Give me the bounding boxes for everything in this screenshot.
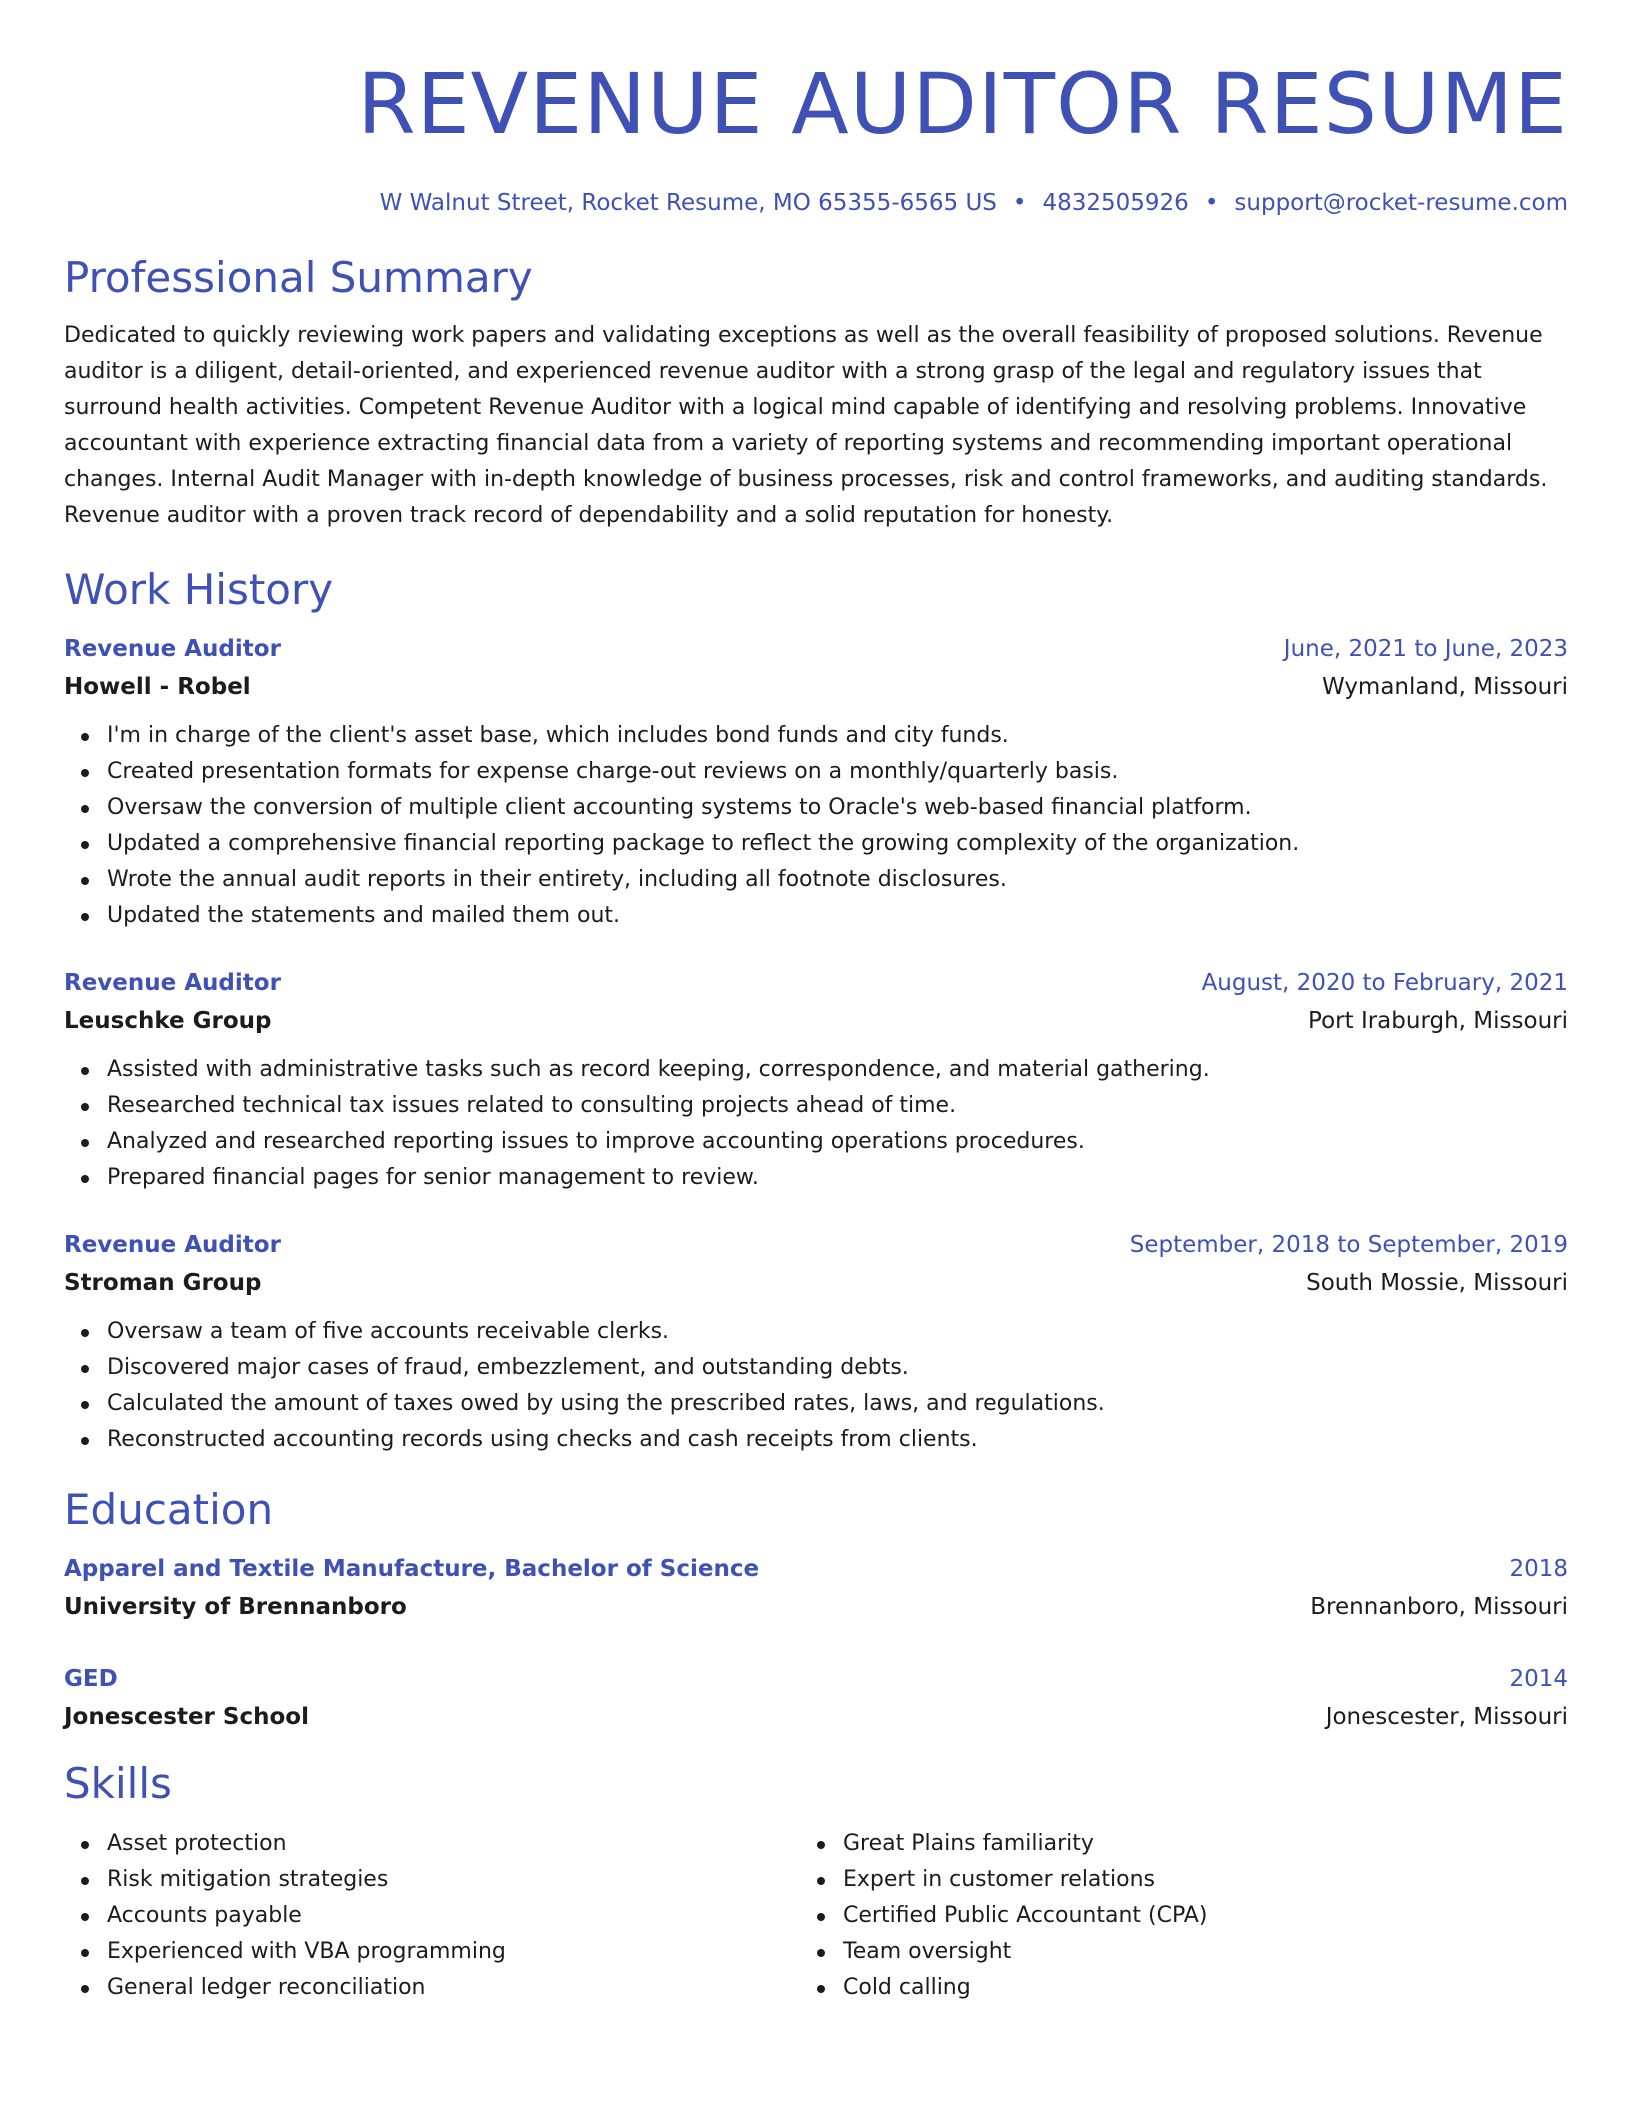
education-school-row xyxy=(64,1698,1568,1736)
job-entry xyxy=(64,1226,1568,1458)
education-school: Jonescester School xyxy=(64,1704,309,1730)
contact-phone: 4832505926 xyxy=(1042,190,1189,216)
job-title: Revenue Auditor xyxy=(64,636,281,662)
education-degree: GED xyxy=(64,1666,118,1692)
education-year: 2014 xyxy=(1509,1666,1568,1692)
resume-title: REVENUE AUDITOR RESUME xyxy=(357,55,1568,153)
job-entry xyxy=(64,964,1568,1196)
education-header-row xyxy=(64,1550,1568,1588)
job-bullet: Updated the statements and mailed them out. xyxy=(64,898,1568,934)
job-company-row xyxy=(64,1002,1568,1040)
skill-item: Asset protection xyxy=(64,1826,800,1862)
job-dates: August, 2020 to February, 2021 xyxy=(1201,970,1568,996)
skill-item: Team oversight xyxy=(800,1934,1536,1970)
skills-column-left xyxy=(64,1826,800,2006)
education-location: Jonescester, Missouri xyxy=(1325,1704,1568,1730)
job-bullets xyxy=(64,718,1568,934)
skill-item: Risk mitigation strategies xyxy=(64,1862,800,1898)
skills-list xyxy=(64,1826,800,2006)
job-dates: June, 2021 to June, 2023 xyxy=(1283,636,1568,662)
job-bullet: Created presentation formats for expense charge-out reviews on a monthly/quarterly basis. xyxy=(64,754,1568,790)
job-bullet: Discovered major cases of fraud, embezzlement, and outstanding debts. xyxy=(64,1350,1568,1386)
job-title: Revenue Auditor xyxy=(64,1232,281,1258)
job-bullet: I'm in charge of the client's asset base, which includes bond funds and city funds. xyxy=(64,718,1568,754)
job-bullet: Calculated the amount of taxes owed by using the prescribed rates, laws, and regulations. xyxy=(64,1386,1568,1422)
education-school: University of Brennanboro xyxy=(64,1594,407,1620)
education-degree: Apparel and Textile Manufacture, Bachelor of Science xyxy=(64,1556,760,1582)
job-bullets xyxy=(64,1052,1568,1196)
job-company-row xyxy=(64,668,1568,706)
job-header-row xyxy=(64,964,1568,1002)
skill-item: Great Plains familiarity xyxy=(800,1826,1536,1862)
job-bullet: Researched technical tax issues related to consulting projects ahead of time. xyxy=(64,1088,1568,1124)
job-bullet: Reconstructed accounting records using checks and cash receipts from clients. xyxy=(64,1422,1568,1458)
contact-separator: • xyxy=(1204,190,1219,216)
education-heading: Education xyxy=(64,1485,274,1534)
job-company: Stroman Group xyxy=(64,1270,262,1296)
job-bullet: Assisted with administrative tasks such as record keeping, correspondence, and material gathering. xyxy=(64,1052,1568,1088)
summary-heading: Professional Summary xyxy=(64,253,533,302)
job-location: Port Iraburgh, Missouri xyxy=(1308,1008,1568,1034)
education-header-row xyxy=(64,1660,1568,1698)
job-bullet: Analyzed and researched reporting issues to improve accounting operations procedures. xyxy=(64,1124,1568,1160)
job-entry xyxy=(64,630,1568,934)
skills-column-right xyxy=(800,1826,1536,2006)
contact-email: support@rocket-resume.com xyxy=(1234,190,1568,216)
skill-item: Certified Public Accountant (CPA) xyxy=(800,1898,1536,1934)
job-bullets xyxy=(64,1314,1568,1458)
job-header-row xyxy=(64,630,1568,668)
job-company: Leuschke Group xyxy=(64,1008,272,1034)
job-title: Revenue Auditor xyxy=(64,970,281,996)
skill-item: General ledger reconciliation xyxy=(64,1970,800,2006)
skill-item: Experienced with VBA programming xyxy=(64,1934,800,1970)
job-bullet: Oversaw the conversion of multiple client accounting systems to Oracle's web-based financial platform. xyxy=(64,790,1568,826)
contact-line xyxy=(64,186,1568,220)
skill-item: Accounts payable xyxy=(64,1898,800,1934)
skills-heading: Skills xyxy=(64,1759,172,1808)
job-company: Howell - Robel xyxy=(64,674,251,700)
job-header-row xyxy=(64,1226,1568,1264)
job-bullet: Oversaw a team of five accounts receivable clerks. xyxy=(64,1314,1568,1350)
job-bullet: Wrote the annual audit reports in their entirety, including all footnote disclosures. xyxy=(64,862,1568,898)
contact-address: W Walnut Street, Rocket Resume, MO 65355-6565 US xyxy=(379,190,997,216)
job-dates: September, 2018 to September, 2019 xyxy=(1129,1232,1568,1258)
skills-columns xyxy=(64,1826,1568,2006)
summary-text: Dedicated to quickly reviewing work papers and validating exceptions as well as the overall feasibility of proposed solutions. Revenue auditor is a diligent, detail-oriented, and experienced revenue auditor with a strong grasp of the legal and regulatory issues that surround health activities. Competent Revenue Auditor with a logical mind capable of identifying and resolving problems. Innovative accountant with experience extracting financial data from a variety of reporting systems and recommending important operational changes. Internal Audit Manager with in-depth knowledge of business processes, risk and control frameworks, and auditing standards. Revenue auditor with a proven track record of dependability and a solid reputation for honesty. xyxy=(64,323,1548,528)
education-year: 2018 xyxy=(1509,1556,1568,1582)
education-location: Brennanboro, Missouri xyxy=(1310,1594,1568,1620)
education-entry xyxy=(64,1550,1568,1626)
job-bullet: Updated a comprehensive financial reporting package to reflect the growing complexity of the organization. xyxy=(64,826,1568,862)
skills-list xyxy=(800,1826,1536,2006)
contact-separator: • xyxy=(1012,190,1027,216)
education-school-row xyxy=(64,1588,1568,1626)
job-location: Wymanland, Missouri xyxy=(1321,674,1568,700)
education-entry xyxy=(64,1660,1568,1736)
skill-item: Expert in customer relations xyxy=(800,1862,1536,1898)
skill-item: Cold calling xyxy=(800,1970,1536,2006)
work-history-heading: Work History xyxy=(64,565,334,614)
job-location: South Mossie, Missouri xyxy=(1306,1270,1568,1296)
job-company-row xyxy=(64,1264,1568,1302)
job-bullet: Prepared financial pages for senior management to review. xyxy=(64,1160,1568,1196)
